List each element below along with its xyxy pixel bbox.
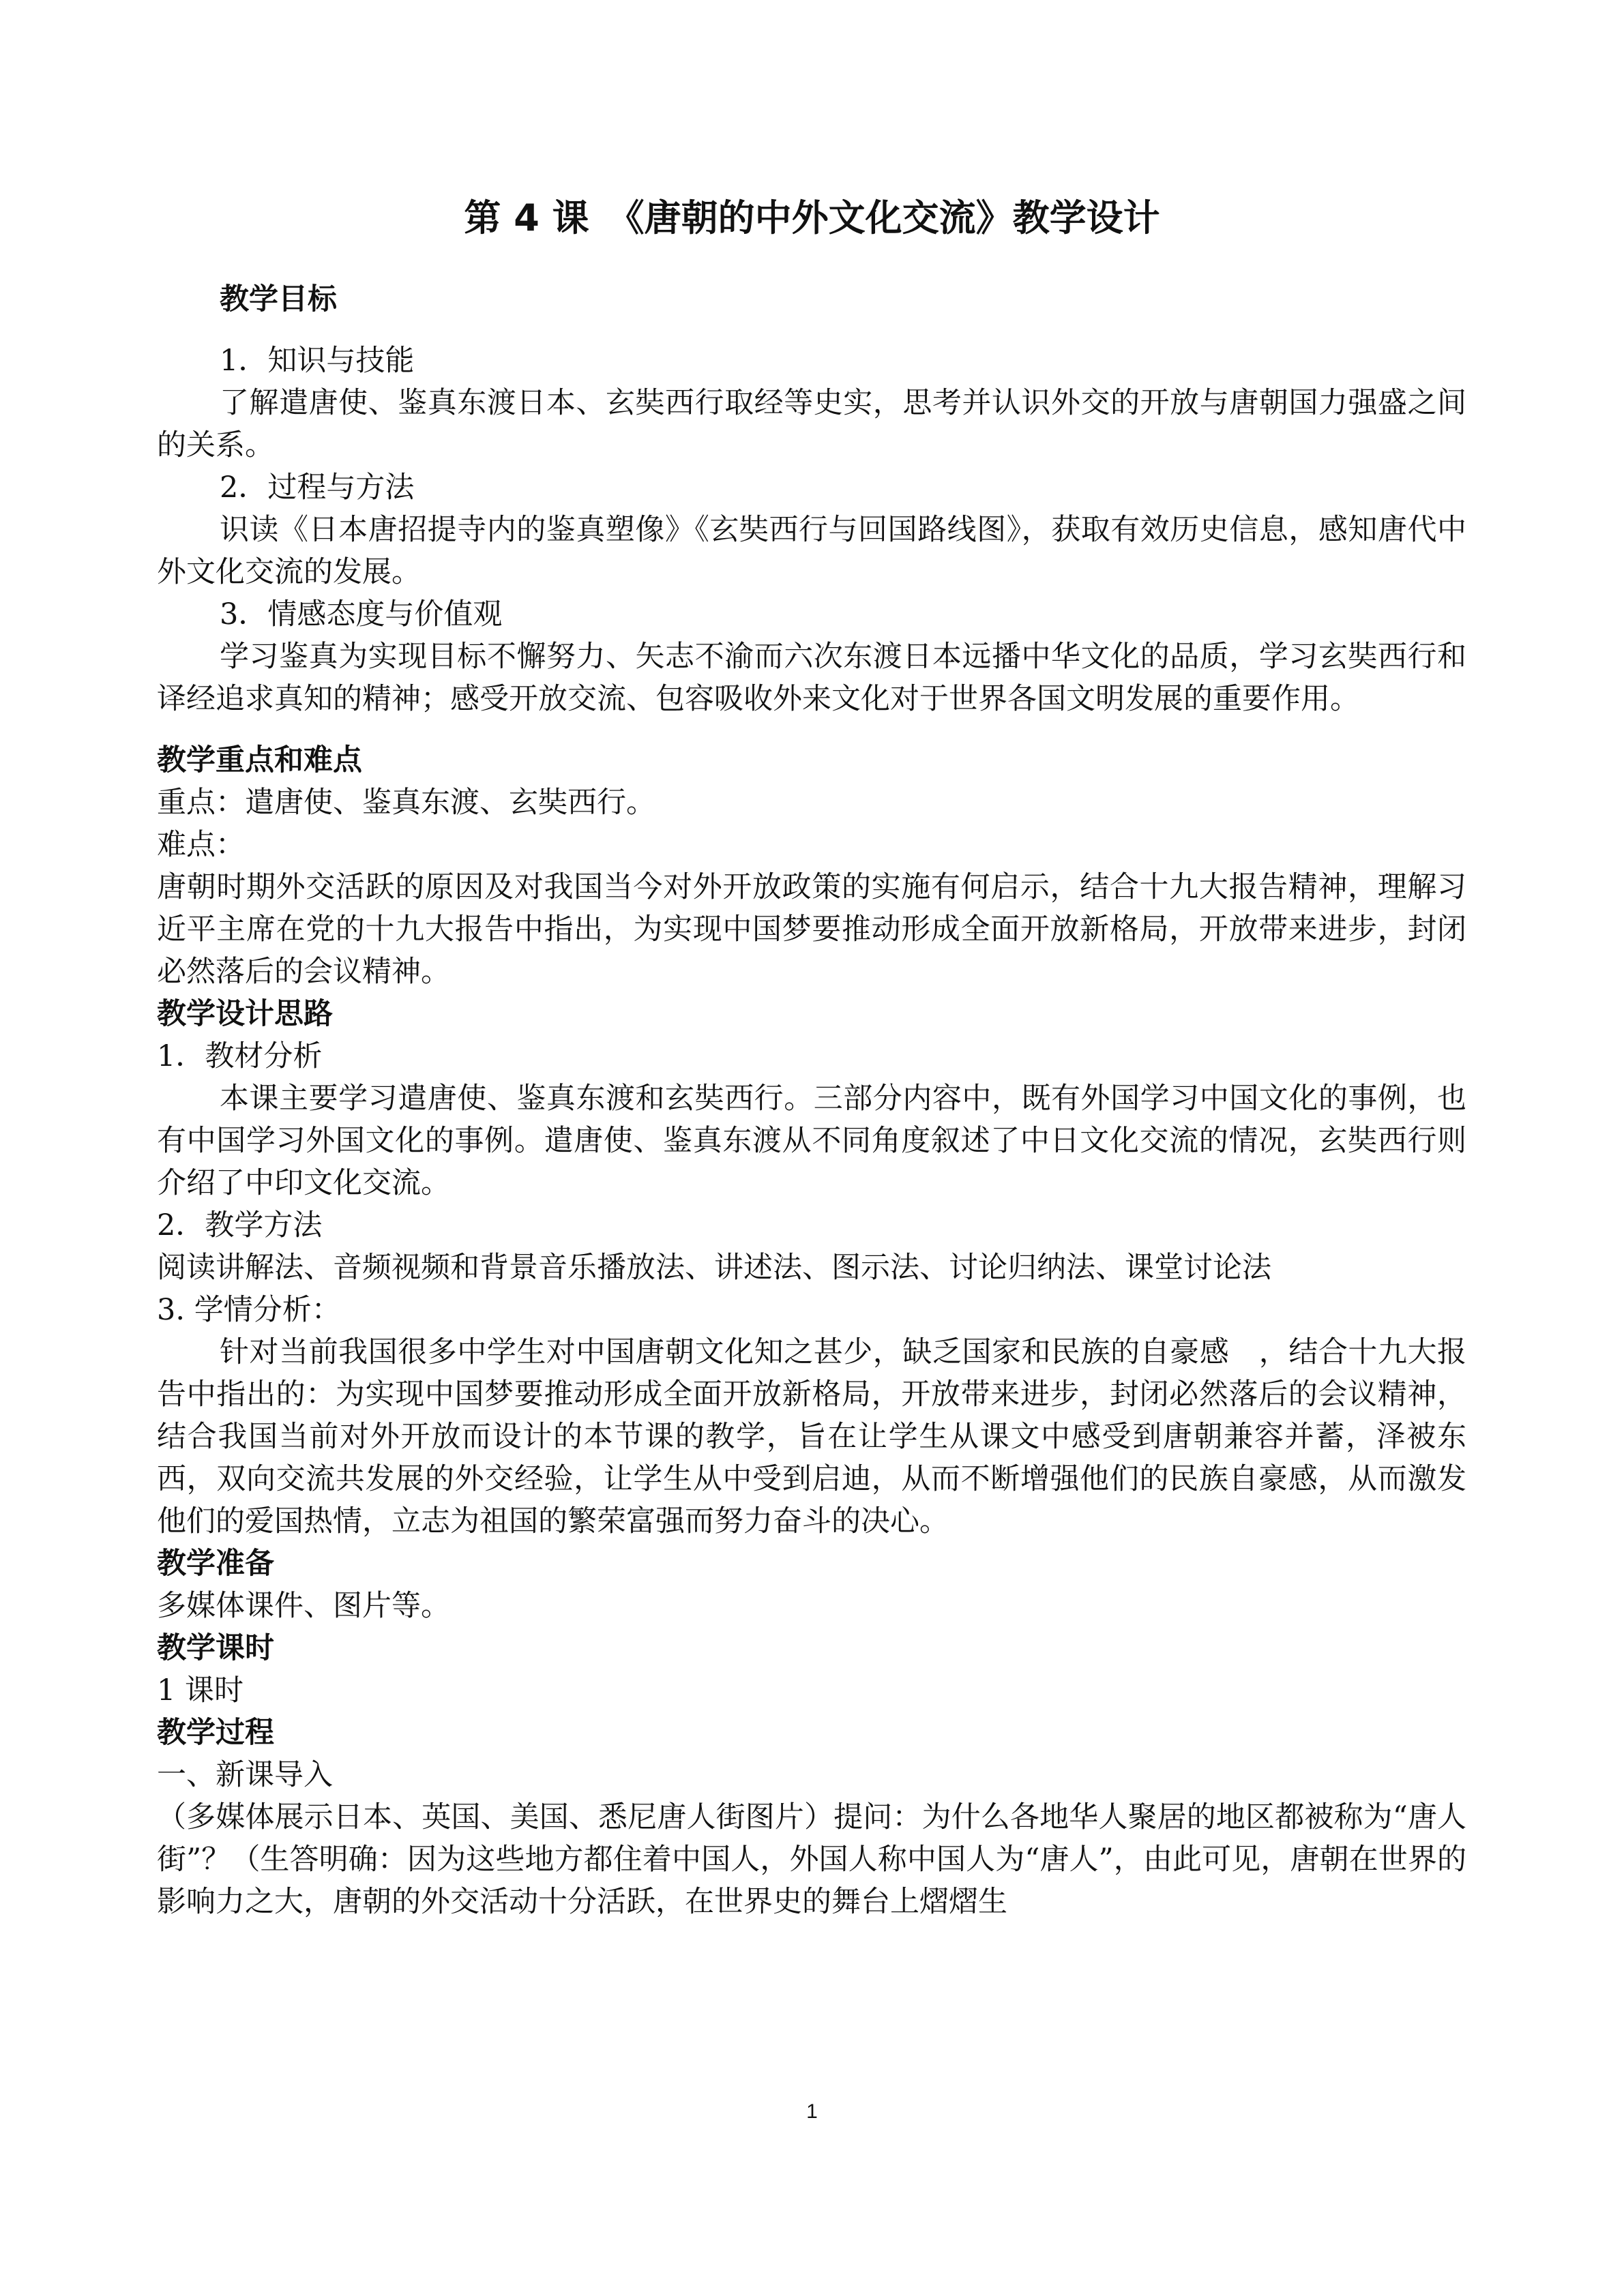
page-title: 第 4 课 《唐朝的中外文化交流》教学设计 <box>464 196 1160 239</box>
teaching-method-label: 2．教学方法 <box>157 1208 323 1242</box>
goal-3-label: 3．情感态度与价值观 <box>220 597 503 631</box>
section-heading-preparation: 教学准备 <box>157 1547 274 1581</box>
goal-1-text: 了解遣唐使、鉴真东渡日本、玄奘西行取经等史实，思考并认识外交的开放与唐朝国力强盛之间的关系。 <box>157 386 1466 462</box>
difficult-points-label: 难点： <box>157 828 245 862</box>
goal-2-label: 2．过程与方法 <box>220 471 415 505</box>
student-analysis-text: 针对当前我国很多中学生对中国唐朝文化知之甚少，缺乏国家和民族的自豪感 ，结合十九大报告中指出的：为实现中国梦要推动形成全面开放新格局，开放带来进步，封闭必然落后的会议精神，结合我国当前对外开放而设计的本节课的教学，旨在让学生从课文中感受到唐朝兼容并蓄，泽被东西，双向交流共发展的外交经验，让学生从中受到启迪，从而不断增强他们的民族自豪感，从而激发他们的爱国热情，立志为祖国的繁荣富强而努力奋斗的决心。 <box>157 1335 1466 1538</box>
intro-text: （多媒体展示日本、英国、美国、悉尼唐人街图片）提问：为什么各地华人聚居的地区都被称为“唐人街”？（生答明确：因为这些地方都住着中国人，外国人称中国人为“唐人”，由此可见，唐朝在世界的影响力之大，唐朝的外交活动十分活跃，在世界史的舞台上熠熠生 <box>157 1800 1466 1919</box>
material-analysis-label: 1．教材分析 <box>157 1039 323 1073</box>
section-heading-teaching-process: 教学过程 <box>157 1716 274 1750</box>
section-heading-key-points: 教学重点和难点 <box>157 743 362 777</box>
document-body <box>157 278 1466 1923</box>
key-points-text: 重点：遣唐使、鉴真东渡、玄奘西行。 <box>157 786 655 820</box>
class-hours-text: 1 课时 <box>157 1673 244 1708</box>
student-analysis-label: 3. 学情分析： <box>157 1293 341 1327</box>
difficult-points-text: 唐朝时期外交活跃的原因及对我国当今对外开放政策的实施有何启示，结合十九大报告精神，理解习近平主席在党的十九大报告中指出，为实现中国梦要推动形成全面开放新格局，开放带来进步，封闭必然落后的会议精神。 <box>157 870 1466 989</box>
goal-2-text: 识读《日本唐招提寺内的鉴真塑像》《玄奘西行与回国路线图》，获取有效历史信息，感知唐代中外文化交流的发展。 <box>157 513 1466 589</box>
section-heading-class-hours: 教学课时 <box>157 1631 274 1665</box>
goal-1-label: 1．知识与技能 <box>220 344 415 378</box>
preparation-text: 多媒体课件、图片等。 <box>157 1589 450 1623</box>
section-heading-teaching-goals: 教学目标 <box>220 282 337 316</box>
intro-label: 一、新课导入 <box>157 1758 333 1792</box>
section-heading-design-ideas: 教学设计思路 <box>157 997 333 1031</box>
goal-3-text: 学习鉴真为实现目标不懈努力、矢志不渝而六次东渡日本远播中华文化的品质，学习玄奘西行和译经追求真知的精神；感受开放交流、包容吸收外来文化对于世界各国文明发展的重要作用。 <box>157 640 1466 716</box>
teaching-method-text: 阅读讲解法、音频视频和背景音乐播放法、讲述法、图示法、讨论归纳法、课堂讨论法 <box>157 1251 1271 1285</box>
material-analysis-text: 本课主要学习遣唐使、鉴真东渡和玄奘西行。三部分内容中，既有外国学习中国文化的事例，也有中国学习外国文化的事例。遣唐使、鉴真东渡从不同角度叙述了中日文化交流的情况，玄奘西行则介绍了中印文化交流。 <box>157 1082 1466 1200</box>
page-number: 1 <box>806 2100 818 2123</box>
